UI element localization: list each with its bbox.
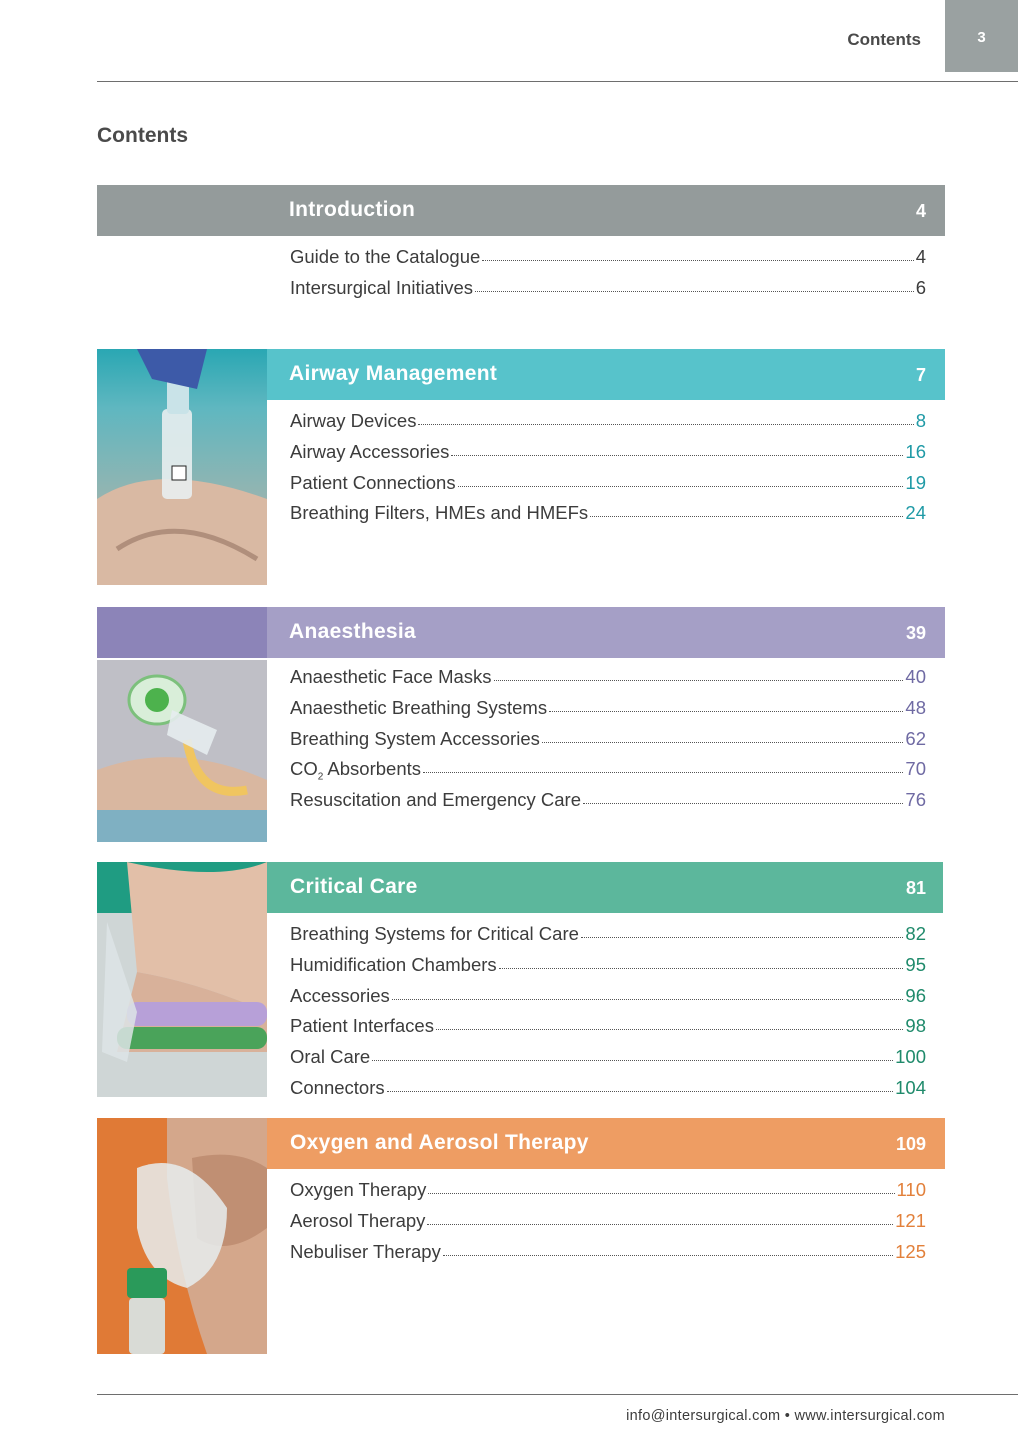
section-items: [290, 666, 926, 820]
toc-entry[interactable]: Breathing Systems for Critical Care 82: [290, 923, 926, 944]
toc-entry[interactable]: Aerosol Therapy 121: [290, 1209, 926, 1231]
footer-rule: [97, 1394, 1018, 1395]
section-page: 109: [895, 1134, 926, 1154]
section-bar: [267, 607, 945, 658]
toc-entry[interactable]: Resuscitation and Emergency Care 76: [290, 789, 926, 811]
section-title: Airway Management: [289, 362, 498, 385]
toc-entry[interactable]: Humidification Chambers 95: [290, 953, 926, 975]
toc-entry[interactable]: Anaesthetic Face Masks 40: [290, 666, 926, 687]
section-bar: [267, 862, 943, 913]
section-title: Introduction: [289, 198, 416, 221]
page-title: Contents: [97, 124, 188, 147]
toc-entry[interactable]: Breathing System Accessories 62: [290, 727, 926, 749]
section-page: 81: [905, 878, 926, 898]
section-items: [290, 1179, 926, 1271]
critical-care-photo: [97, 862, 267, 1097]
section-title: Anaesthesia: [289, 620, 417, 643]
section-items: [290, 246, 926, 308]
footer-contact: info@intersurgical.com • www.intersurgical.com: [626, 1408, 945, 1424]
toc-entry[interactable]: Oral Care 100: [290, 1046, 926, 1068]
toc-entry[interactable]: Airway Devices 8: [290, 410, 926, 431]
toc-entry[interactable]: Anaesthetic Breathing Systems 48: [290, 696, 926, 718]
section-page: 39: [905, 623, 926, 643]
toc-entry[interactable]: Oxygen Therapy 110: [290, 1179, 926, 1200]
section-page: 4: [915, 201, 926, 221]
toc-entry[interactable]: $CO_2$ Absorbents 70: [290, 758, 926, 784]
toc-entry[interactable]: Connectors 104: [290, 1076, 926, 1098]
toc-entry[interactable]: Breathing Filters, HMEs and HMEFs 24: [290, 502, 926, 524]
section-items: [290, 923, 926, 1108]
page-number-tab: 3: [945, 0, 1018, 72]
toc-entry[interactable]: Airway Accessories 16: [290, 440, 926, 462]
section-oxygen-aerosol: [97, 1118, 945, 1354]
section-bar: [267, 349, 945, 400]
section-title: Oxygen and Aerosol Therapy: [290, 1131, 589, 1154]
section-items: [290, 410, 926, 533]
section-introduction: [97, 185, 945, 315]
airway-mask-photo: [97, 349, 267, 585]
toc-entry[interactable]: Patient Interfaces 98: [290, 1015, 926, 1037]
section-critical-care: [97, 862, 945, 1097]
section-page: 7: [915, 365, 926, 385]
toc-entry[interactable]: Accessories 96: [290, 984, 926, 1006]
section-title: Critical Care: [290, 875, 418, 898]
section-airway-management: [97, 349, 945, 585]
section-bar: [267, 1118, 945, 1169]
toc-entry[interactable]: Patient Connections 19: [290, 471, 926, 493]
section-anaesthesia: [97, 607, 945, 842]
toc-entry[interactable]: Intersurgical Initiatives 6: [290, 276, 926, 298]
oxygen-mask-photo: [97, 1118, 267, 1354]
anaesthesia-mask-photo: [97, 660, 267, 842]
section-bar-accent: [97, 607, 267, 658]
header-rule: [97, 81, 1018, 82]
toc-entry[interactable]: Nebuliser Therapy 125: [290, 1240, 926, 1262]
section-bar: [97, 185, 945, 236]
toc-entry[interactable]: Guide to the Catalogue 4: [290, 246, 926, 267]
running-header: Contents: [847, 30, 921, 49]
